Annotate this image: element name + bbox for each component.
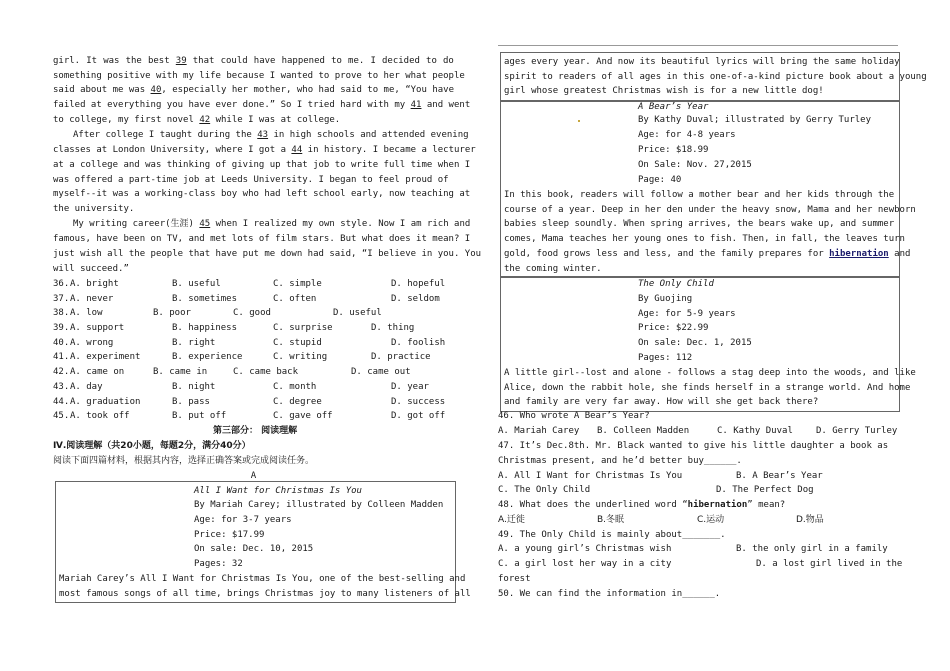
option-b: B. right bbox=[172, 338, 216, 348]
option-c: C. writing bbox=[273, 352, 328, 362]
book2-desc-5: gold, food grows less and less, and the family prepares for hibernation and bbox=[504, 249, 911, 259]
blank-40: 40 bbox=[150, 85, 162, 95]
book1-continuation-box bbox=[500, 52, 927, 102]
option-a: A. day bbox=[70, 382, 103, 392]
option-b: B. happiness bbox=[172, 323, 238, 333]
book2-sale: On Sale: Nov. 27,2015 bbox=[638, 160, 752, 170]
para1-line-1: girl. It was the best 39 that could have happened to me. I decided to do bbox=[53, 56, 454, 66]
q47-question-2: Christmas present, and he’d better buy______. bbox=[498, 456, 742, 466]
book3-pages: Pages: 112 bbox=[638, 353, 693, 363]
book3-box bbox=[500, 276, 916, 412]
option-number: 39. bbox=[53, 323, 70, 333]
option-a: A. graduation bbox=[70, 397, 141, 407]
option-d: D. hopeful bbox=[391, 279, 446, 289]
book2-age: Age: for 4-8 years bbox=[638, 130, 736, 140]
q49-option-a: A. a young girl’s Christmas wish bbox=[498, 544, 672, 554]
q49-option-c: C. a girl lost her way in a city bbox=[498, 559, 672, 569]
q47-option-d: D. The Perfect Dog bbox=[716, 485, 814, 495]
book1-age: Age: for 3-7 years bbox=[194, 515, 292, 525]
option-b: B. put off bbox=[172, 411, 227, 421]
q49-option-d-cont: forest bbox=[498, 574, 531, 584]
option-number: 44. bbox=[53, 397, 70, 407]
option-d: D. success bbox=[391, 397, 446, 407]
book3-desc-3: and family are very far away. How will she get back there? bbox=[504, 397, 819, 407]
q49-question: 49. The Only Child is mainly about_______. bbox=[498, 530, 726, 540]
para1-line-2: something positive with my life because I wanted to prove to her what people bbox=[53, 71, 465, 81]
option-a: A. never bbox=[70, 294, 114, 304]
para2-line-6: the university. bbox=[53, 204, 135, 214]
para3-line-2: famous, have been on TV, and met lots of film stars. But what does it mean? I bbox=[53, 234, 471, 244]
top-rule bbox=[498, 45, 898, 46]
q48-option-c: C.运动 bbox=[697, 515, 725, 525]
para3-line-3: just wish all the people that have put me down had said, “I believe in you. You bbox=[53, 249, 482, 259]
q47-option-a: A. All I Want for Christmas Is You bbox=[498, 471, 683, 481]
option-c: C. simple bbox=[273, 279, 322, 289]
q48-option-a: A.迁徙 bbox=[498, 515, 525, 525]
option-number: 43. bbox=[53, 382, 70, 392]
para3-line-4: will succeed.” bbox=[53, 264, 129, 274]
para2-line-2: classes at London University, where I got a 44 in history. I became a lecturer bbox=[53, 145, 476, 155]
para2-line-1: After college I taught during the 43 in high schools and attended evening bbox=[73, 130, 469, 140]
book1-cont-1: ages every year. And now its beautiful lyrics will bring the same holiday bbox=[504, 57, 900, 67]
book1-desc-2: most famous songs of all time, brings Christmas joy to many listeners of all bbox=[59, 589, 471, 599]
blank-43: 43 bbox=[257, 130, 269, 140]
q49-option-d: D. a lost girl lived in the bbox=[756, 559, 903, 569]
book1-cont-3: girl whose greatest Christmas wish is for a new little dog! bbox=[504, 86, 824, 96]
book1-cont-2: spirit to readers of all ages in this one-of-a-kind picture book about a young bbox=[504, 72, 927, 82]
option-c: C. stupid bbox=[273, 338, 322, 348]
book2-desc-4: comes, Mama teaches her young ones to fish. Then, in fall, the leaves turn bbox=[504, 234, 905, 244]
option-b: B. poor bbox=[153, 308, 191, 318]
option-d: D. year bbox=[391, 382, 429, 392]
book3-desc-1: A little girl--lost and alone - follows a stag deep into the woods, and like bbox=[504, 368, 916, 378]
book2-title: A Bear’s Year bbox=[638, 102, 709, 112]
option-number: 38. bbox=[53, 308, 70, 318]
option-a: A. came on bbox=[70, 367, 125, 377]
para1-line-3: said about me was 40, especially her mother, who had said to me, “You have bbox=[53, 85, 454, 95]
para3-line-1: My writing career(生涯) 45 when I realized my own style. Now I am rich and bbox=[73, 219, 471, 229]
option-number: 41. bbox=[53, 352, 70, 362]
book3-desc-2: Alice, down the rabbit hole, she finds herself in a strange world. And home bbox=[504, 383, 911, 393]
part3-title: 第三部分： 阅读理解 bbox=[213, 426, 298, 436]
para2-line-3: at a college and was thinking of giving up that job to write full time when I bbox=[53, 160, 471, 170]
option-d: D. useful bbox=[333, 308, 382, 318]
book2-desc-6: the coming winter. bbox=[504, 264, 602, 274]
book1-author: By Mariah Carey; illustrated by Colleen Madden bbox=[194, 500, 444, 510]
q46-option-a: A. Mariah Carey bbox=[498, 426, 580, 436]
option-a: A. took off bbox=[70, 411, 130, 421]
q46-option-d: D. Gerry Turley bbox=[816, 426, 898, 436]
book3-title: The Only Child bbox=[638, 279, 714, 289]
option-a: A. wrong bbox=[70, 338, 114, 348]
book3-price: Price: $22.99 bbox=[638, 323, 709, 333]
q48-option-b: B.冬眠 bbox=[597, 515, 625, 525]
book1-box bbox=[55, 481, 471, 603]
q47-option-b: B. A Bear’s Year bbox=[736, 471, 823, 481]
option-number: 37. bbox=[53, 294, 70, 304]
book2-box bbox=[500, 100, 916, 278]
para1-line-5: to college, my first novel 42 while I was at college. bbox=[53, 115, 341, 125]
blank-44: 44 bbox=[291, 145, 303, 155]
book1-pages: Pages: 32 bbox=[194, 559, 243, 569]
option-a: A. support bbox=[70, 323, 125, 333]
book1-sale: On sale: Dec. 10, 2015 bbox=[194, 544, 314, 554]
option-d: D. foolish bbox=[391, 338, 446, 348]
option-c: C. often bbox=[273, 294, 317, 304]
option-d: D. seldom bbox=[391, 294, 440, 304]
q47-question-1: 47. It’s Dec.8th. Mr. Black wanted to give his little daughter a book as bbox=[498, 441, 889, 451]
book2-author: By Kathy Duval; illustrated by Gerry Turley bbox=[638, 115, 871, 125]
option-d: D. thing bbox=[371, 323, 415, 333]
option-d: D. practice bbox=[371, 352, 431, 362]
option-a: A. low bbox=[70, 308, 103, 318]
section-title: Ⅳ.阅读理解（共20小题，每题2分，满分40分） bbox=[53, 441, 251, 451]
book2-desc-1: In this book, readers will follow a mother bear and her kids through the bbox=[504, 190, 895, 200]
book2-desc-2: course of a year. Deep in her den under the heavy snow, Mama and her newborn bbox=[504, 205, 916, 215]
blank-39: 39 bbox=[175, 56, 187, 66]
book2-pages: Page: 40 bbox=[638, 175, 682, 185]
book1-price: Price: $17.99 bbox=[194, 530, 265, 540]
option-b: B. night bbox=[172, 382, 216, 392]
book3-sale: On sale: Dec. 1, 2015 bbox=[638, 338, 752, 348]
option-b: B. experience bbox=[172, 352, 243, 362]
q47-option-c: C. The Only Child bbox=[498, 485, 591, 495]
blank-41: 41 bbox=[410, 100, 422, 110]
option-a: A. experiment bbox=[70, 352, 141, 362]
para2-line-4: was offered a part-time job at Leeds University. I began to feel proud of bbox=[53, 175, 449, 185]
option-c: C. surprise bbox=[273, 323, 333, 333]
option-b: B. pass bbox=[172, 397, 210, 407]
book1-title: All I Want for Christmas Is You bbox=[194, 486, 362, 496]
q48-question: 48. What does the underlined word “hibernation” mean? bbox=[498, 500, 786, 510]
option-c: C. degree bbox=[273, 397, 322, 407]
instructions: 阅读下面四篇材料，根据其内容，选择正确答案或完成阅读任务。 bbox=[53, 456, 315, 466]
book3-author: By Guojing bbox=[638, 294, 693, 304]
option-b: B. sometimes bbox=[172, 294, 238, 304]
q46-option-c: C. Kathy Duval bbox=[717, 426, 793, 436]
blank-42: 42 bbox=[199, 115, 211, 125]
option-number: 42. bbox=[53, 367, 70, 377]
option-b: B. useful bbox=[172, 279, 221, 289]
option-d: D. came out bbox=[351, 367, 411, 377]
option-number: 45. bbox=[53, 411, 70, 421]
option-c: C. came back bbox=[233, 367, 299, 377]
book2-desc-3: babies sleep soundly. When spring arrives, the bears wake up, and summer bbox=[504, 219, 895, 229]
option-number: 40. bbox=[53, 338, 70, 348]
q46-question: 46. Who wrote A Bear’s Year? bbox=[498, 411, 650, 421]
q48-word: hibernation bbox=[687, 500, 748, 510]
option-c: C. month bbox=[273, 382, 317, 392]
blank-45: 45 bbox=[199, 219, 211, 229]
q46-option-b: B. Colleen Madden bbox=[597, 426, 690, 436]
book2-price: Price: $18.99 bbox=[638, 145, 709, 155]
q48-option-d: D.物品 bbox=[796, 515, 824, 525]
yellow-dot bbox=[578, 120, 580, 122]
option-d: D. got off bbox=[391, 411, 446, 421]
option-c: C. good bbox=[233, 308, 271, 318]
book1-desc-1: Mariah Carey’s All I Want for Christmas Is You, one of the best-selling and bbox=[59, 574, 466, 584]
hibernation-underlined: hibernation bbox=[829, 249, 889, 259]
para1-line-4: failed at everything you have ever done.” So I tried hard with my 41 and went bbox=[53, 100, 471, 110]
option-b: B. came in bbox=[153, 367, 208, 377]
option-c: C. gave off bbox=[273, 411, 333, 421]
q49-option-b: B. the only girl in a family bbox=[736, 544, 888, 554]
q50-question: 50. We can find the information in______. bbox=[498, 589, 721, 599]
para2-line-5: myself--it was a working-class boy who had left school early, now teaching at bbox=[53, 189, 471, 199]
option-number: 36. bbox=[53, 279, 70, 289]
option-a: A. bright bbox=[70, 279, 119, 289]
book3-age: Age: for 5-9 years bbox=[638, 309, 736, 319]
passage-label: A bbox=[250, 471, 257, 481]
